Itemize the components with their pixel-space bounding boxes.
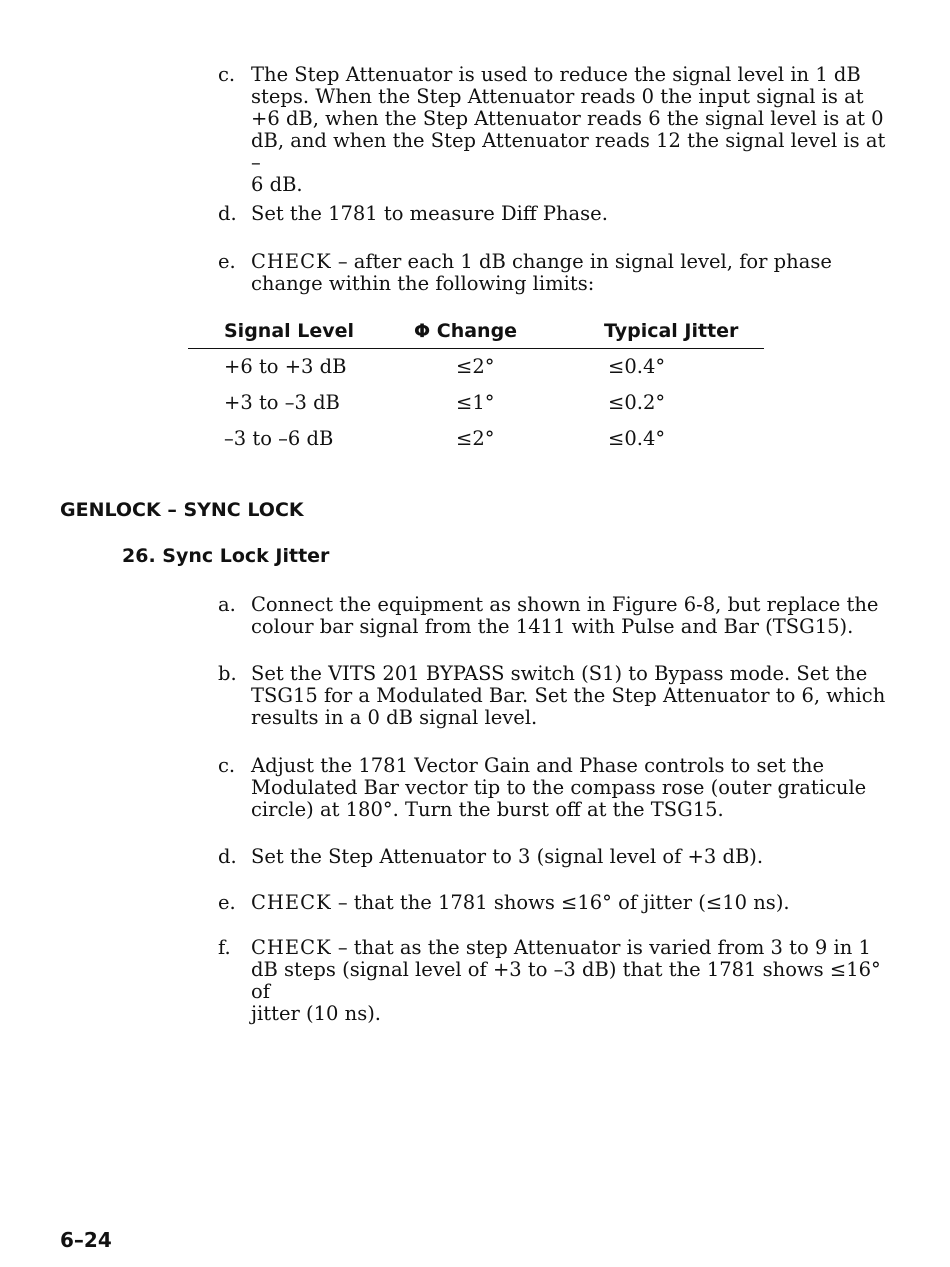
check-keyword: CHECK	[251, 250, 332, 273]
step-letter: e.	[218, 891, 236, 914]
cell-phase-change: ≤1°	[456, 391, 495, 414]
step-text: The Step Attenuator is used to reduce the signal level in 1 dB steps. When the Step Attenuator reads 0 the input signal is at +6 dB, when the Step Attenuator reads 6 the signal level is at 0 dB, and when the Step Attenuator reads 12 the signal level is at – 6 dB.	[251, 63, 886, 196]
header-typical-jitter: Typical Jitter	[604, 320, 739, 342]
cell-typical-jitter: ≤0.4°	[608, 427, 666, 450]
table-row	[188, 349, 764, 385]
step-d-diff-phase	[218, 203, 898, 225]
cell-phase-change: ≤2°	[456, 355, 495, 378]
step-text: Set the VITS 201 BYPASS switch (S1) to Bypass mode. Set the TSG15 for a Modulated Bar. Set the Step Attenuator to 6, which results in a 0 dB signal level.	[251, 662, 886, 729]
step-text: Connect the equipment as shown in Figure 6-8, but replace the colour bar signal from the 1411 with Pulse and Bar (TSG15).	[251, 593, 879, 638]
step-letter: e.	[218, 250, 236, 273]
step-text: Set the 1781 to measure Diff Phase.	[251, 202, 608, 225]
header-phase-change: Φ Change	[414, 320, 518, 342]
step-c-attenuator	[218, 64, 898, 196]
step-text: Adjust the 1781 Vector Gain and Phase controls to set the Modulated Bar vector tip to the compass rose (outer graticule circle) at 180°. Turn the burst off at the TSG15.	[251, 754, 867, 821]
cell-phase-change: ≤2°	[456, 427, 495, 450]
section-heading: GENLOCK – SYNC LOCK	[60, 499, 304, 521]
limits-table	[188, 316, 764, 457]
step-d-set-attenuator	[218, 846, 898, 868]
step-e-check-phase	[218, 251, 898, 295]
step-letter: d.	[218, 845, 237, 868]
step-e-check-jitter	[218, 892, 898, 914]
table-row	[188, 385, 764, 421]
step-b-bypass	[218, 663, 898, 729]
step-text: – that the 1781 shows ≤16° of jitter (≤10 ns).	[331, 891, 790, 914]
cell-signal-level: +3 to –3 dB	[224, 391, 340, 414]
cell-typical-jitter: ≤0.2°	[608, 391, 666, 414]
step-letter: f.	[218, 936, 231, 959]
step-letter: d.	[218, 202, 237, 225]
step-letter: c.	[218, 63, 236, 86]
table-header	[188, 316, 764, 349]
step-letter: c.	[218, 754, 236, 777]
check-keyword: CHECK	[251, 936, 332, 959]
subsection-heading: 26. Sync Lock Jitter	[122, 545, 330, 567]
step-a-connect	[218, 594, 898, 638]
table-row	[188, 421, 764, 457]
step-text: – that as the step Attenuator is varied from 3 to 9 in 1 dB steps (signal level of +3 to –3 dB) that the 1781 shows ≤16° of jitter (10 ns).	[251, 936, 881, 1025]
header-signal-level: Signal Level	[224, 320, 355, 342]
step-f-check-varied	[218, 937, 898, 1025]
page-number: 6–24	[60, 1228, 112, 1252]
step-text: Set the Step Attenuator to 3 (signal level of +3 dB).	[251, 845, 764, 868]
step-letter: b.	[218, 662, 237, 685]
cell-typical-jitter: ≤0.4°	[608, 355, 666, 378]
step-letter: a.	[218, 593, 236, 616]
cell-signal-level: –3 to –6 dB	[224, 427, 334, 450]
check-keyword: CHECK	[251, 891, 332, 914]
cell-signal-level: +6 to +3 dB	[224, 355, 347, 378]
step-c-adjust	[218, 755, 898, 821]
step-text: – after each 1 dB change in signal level, for phase change within the following limits:	[251, 250, 832, 295]
